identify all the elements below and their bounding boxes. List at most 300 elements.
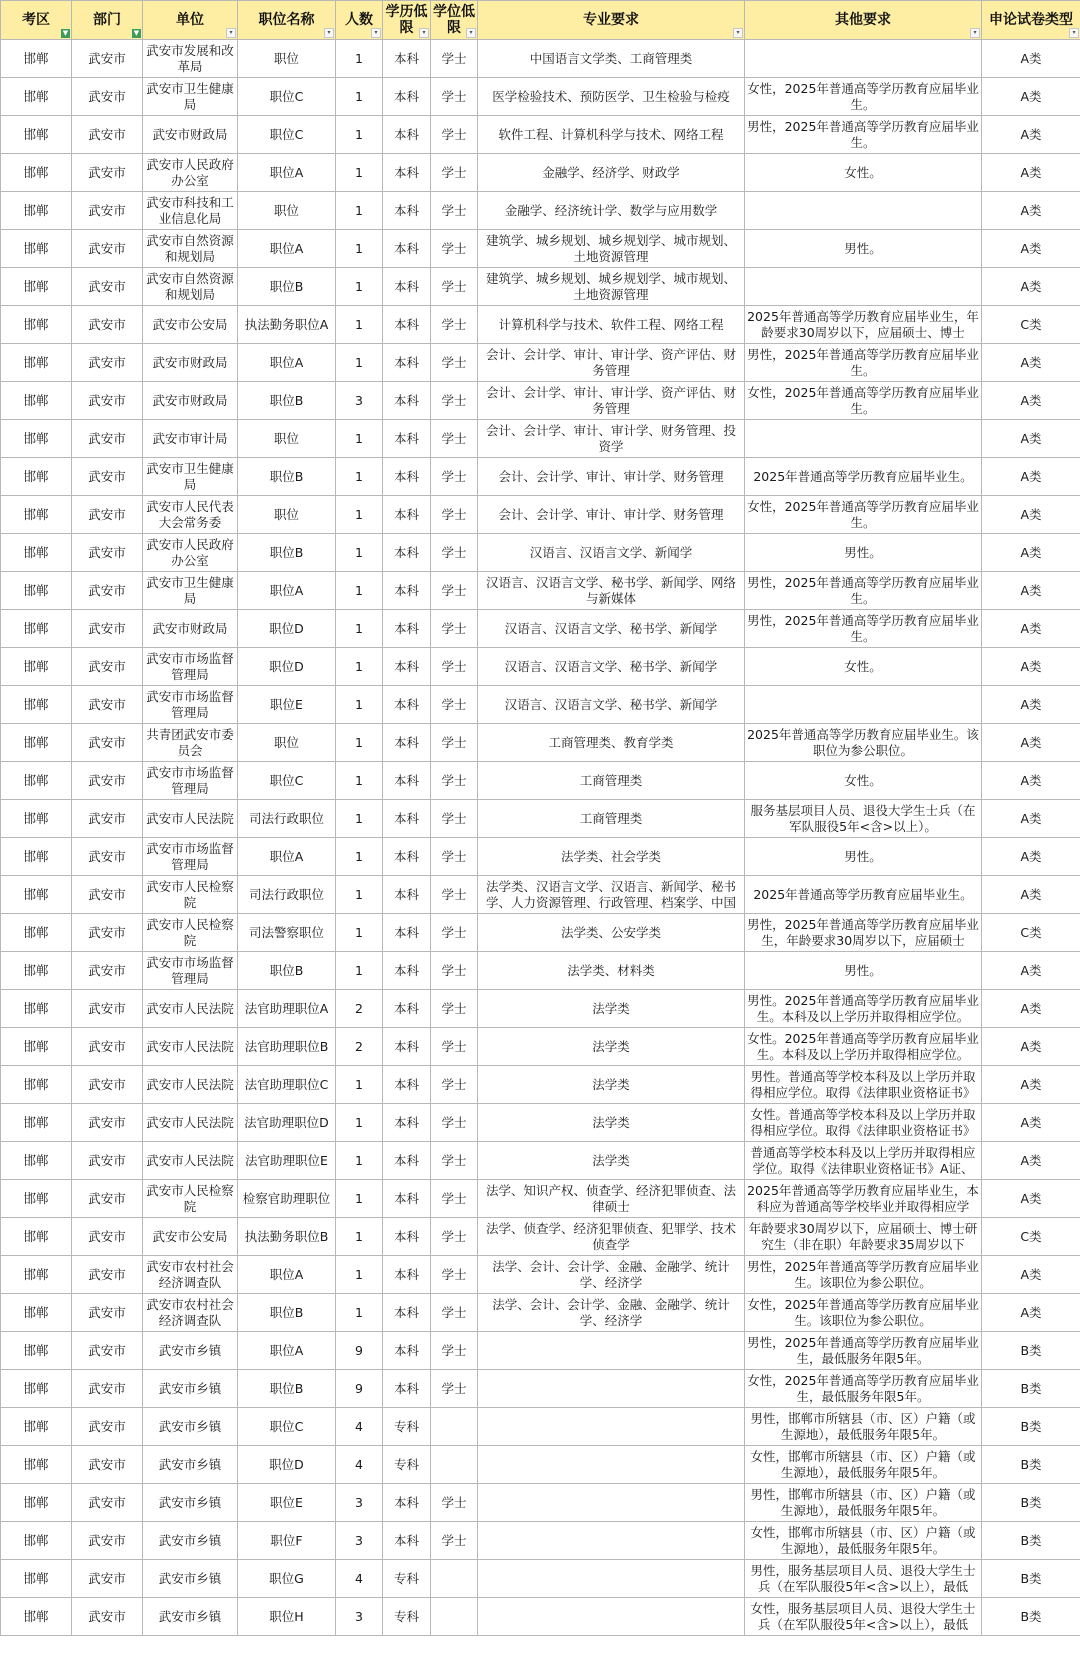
cell-major[interactable] bbox=[478, 610, 745, 648]
cell-major[interactable] bbox=[478, 838, 745, 876]
cell-count[interactable] bbox=[336, 344, 383, 382]
cell-edu[interactable] bbox=[383, 1028, 431, 1066]
cell-area[interactable] bbox=[1, 686, 72, 724]
cell-major[interactable] bbox=[478, 154, 745, 192]
cell-unit[interactable] bbox=[143, 496, 238, 534]
cell-major[interactable] bbox=[478, 306, 745, 344]
table-row[interactable] bbox=[1, 116, 1080, 154]
cell-position[interactable] bbox=[238, 876, 336, 914]
cell-count[interactable] bbox=[336, 1218, 383, 1256]
cell-major[interactable] bbox=[478, 1104, 745, 1142]
cell-unit[interactable] bbox=[143, 952, 238, 990]
cell-position[interactable] bbox=[238, 78, 336, 116]
cell-other[interactable] bbox=[745, 1180, 982, 1218]
cell-degree[interactable] bbox=[431, 534, 478, 572]
cell-area[interactable] bbox=[1, 1332, 72, 1370]
column-header-count[interactable] bbox=[336, 1, 383, 40]
column-header-major[interactable] bbox=[478, 1, 745, 40]
cell-edu[interactable] bbox=[383, 610, 431, 648]
cell-count[interactable] bbox=[336, 1104, 383, 1142]
table-row[interactable] bbox=[1, 1294, 1080, 1332]
cell-count[interactable] bbox=[336, 1332, 383, 1370]
cell-edu[interactable] bbox=[383, 914, 431, 952]
cell-other[interactable] bbox=[745, 952, 982, 990]
cell-degree[interactable] bbox=[431, 876, 478, 914]
cell-degree[interactable] bbox=[431, 192, 478, 230]
cell-other[interactable] bbox=[745, 78, 982, 116]
cell-position[interactable] bbox=[238, 762, 336, 800]
cell-major[interactable] bbox=[478, 40, 745, 78]
cell-unit[interactable] bbox=[143, 1522, 238, 1560]
cell-area[interactable] bbox=[1, 952, 72, 990]
cell-exam[interactable] bbox=[982, 1104, 1080, 1142]
cell-count[interactable] bbox=[336, 268, 383, 306]
cell-edu[interactable] bbox=[383, 268, 431, 306]
cell-major[interactable] bbox=[478, 496, 745, 534]
cell-major[interactable] bbox=[478, 534, 745, 572]
cell-degree[interactable] bbox=[431, 1370, 478, 1408]
cell-edu[interactable] bbox=[383, 154, 431, 192]
cell-position[interactable] bbox=[238, 724, 336, 762]
cell-exam[interactable] bbox=[982, 800, 1080, 838]
cell-area[interactable] bbox=[1, 914, 72, 952]
cell-position[interactable] bbox=[238, 838, 336, 876]
cell-unit[interactable] bbox=[143, 78, 238, 116]
cell-other[interactable] bbox=[745, 838, 982, 876]
cell-area[interactable] bbox=[1, 154, 72, 192]
table-row[interactable] bbox=[1, 1332, 1080, 1370]
cell-other[interactable] bbox=[745, 572, 982, 610]
cell-position[interactable] bbox=[238, 1446, 336, 1484]
cell-count[interactable] bbox=[336, 1028, 383, 1066]
cell-unit[interactable] bbox=[143, 1218, 238, 1256]
cell-degree[interactable] bbox=[431, 306, 478, 344]
cell-edu[interactable] bbox=[383, 800, 431, 838]
cell-major[interactable] bbox=[478, 1218, 745, 1256]
cell-edu[interactable] bbox=[383, 1180, 431, 1218]
cell-dept[interactable] bbox=[72, 1294, 143, 1332]
cell-major[interactable] bbox=[478, 686, 745, 724]
cell-area[interactable] bbox=[1, 382, 72, 420]
cell-unit[interactable] bbox=[143, 1560, 238, 1598]
table-row[interactable] bbox=[1, 496, 1080, 534]
cell-major[interactable] bbox=[478, 648, 745, 686]
cell-degree[interactable] bbox=[431, 800, 478, 838]
cell-unit[interactable] bbox=[143, 1294, 238, 1332]
cell-degree[interactable] bbox=[431, 1066, 478, 1104]
cell-unit[interactable] bbox=[143, 40, 238, 78]
cell-other[interactable] bbox=[745, 154, 982, 192]
table-row[interactable] bbox=[1, 1560, 1080, 1598]
cell-dept[interactable] bbox=[72, 1066, 143, 1104]
cell-edu[interactable] bbox=[383, 1142, 431, 1180]
cell-other[interactable] bbox=[745, 1446, 982, 1484]
cell-position[interactable] bbox=[238, 686, 336, 724]
cell-exam[interactable] bbox=[982, 306, 1080, 344]
table-row[interactable] bbox=[1, 914, 1080, 952]
cell-degree[interactable] bbox=[431, 1104, 478, 1142]
cell-position[interactable] bbox=[238, 268, 336, 306]
cell-dept[interactable] bbox=[72, 40, 143, 78]
cell-position[interactable] bbox=[238, 952, 336, 990]
cell-exam[interactable] bbox=[982, 876, 1080, 914]
cell-count[interactable] bbox=[336, 420, 383, 458]
cell-exam[interactable] bbox=[982, 648, 1080, 686]
cell-dept[interactable] bbox=[72, 268, 143, 306]
cell-major[interactable] bbox=[478, 952, 745, 990]
cell-exam[interactable] bbox=[982, 1180, 1080, 1218]
cell-exam[interactable] bbox=[982, 952, 1080, 990]
column-header-edu[interactable] bbox=[383, 1, 431, 40]
cell-edu[interactable] bbox=[383, 1446, 431, 1484]
cell-area[interactable] bbox=[1, 192, 72, 230]
cell-count[interactable] bbox=[336, 1180, 383, 1218]
cell-position[interactable] bbox=[238, 40, 336, 78]
cell-edu[interactable] bbox=[383, 1598, 431, 1636]
cell-edu[interactable] bbox=[383, 1218, 431, 1256]
cell-position[interactable] bbox=[238, 230, 336, 268]
cell-dept[interactable] bbox=[72, 154, 143, 192]
cell-degree[interactable] bbox=[431, 952, 478, 990]
cell-edu[interactable] bbox=[383, 230, 431, 268]
cell-edu[interactable] bbox=[383, 496, 431, 534]
cell-other[interactable] bbox=[745, 1408, 982, 1446]
cell-count[interactable] bbox=[336, 1142, 383, 1180]
cell-position[interactable] bbox=[238, 1066, 336, 1104]
cell-degree[interactable] bbox=[431, 1028, 478, 1066]
cell-count[interactable] bbox=[336, 838, 383, 876]
cell-exam[interactable] bbox=[982, 344, 1080, 382]
cell-degree[interactable] bbox=[431, 1180, 478, 1218]
cell-degree[interactable] bbox=[431, 1142, 478, 1180]
cell-other[interactable] bbox=[745, 1598, 982, 1636]
cell-other[interactable] bbox=[745, 876, 982, 914]
cell-other[interactable] bbox=[745, 914, 982, 952]
cell-count[interactable] bbox=[336, 800, 383, 838]
cell-area[interactable] bbox=[1, 990, 72, 1028]
cell-other[interactable] bbox=[745, 420, 982, 458]
cell-position[interactable] bbox=[238, 192, 336, 230]
cell-major[interactable] bbox=[478, 1522, 745, 1560]
filter-active-icon[interactable]: ▼ bbox=[62, 29, 69, 37]
cell-area[interactable] bbox=[1, 762, 72, 800]
cell-major[interactable] bbox=[478, 762, 745, 800]
cell-position[interactable] bbox=[238, 1256, 336, 1294]
filter-dropdown-icon[interactable]: ▾ bbox=[970, 28, 980, 38]
table-row[interactable] bbox=[1, 686, 1080, 724]
cell-edu[interactable] bbox=[383, 952, 431, 990]
cell-exam[interactable] bbox=[982, 116, 1080, 154]
cell-position[interactable] bbox=[238, 1294, 336, 1332]
cell-area[interactable] bbox=[1, 1294, 72, 1332]
table-row[interactable] bbox=[1, 1066, 1080, 1104]
cell-area[interactable] bbox=[1, 230, 72, 268]
cell-other[interactable] bbox=[745, 1484, 982, 1522]
cell-edu[interactable] bbox=[383, 1370, 431, 1408]
cell-area[interactable] bbox=[1, 306, 72, 344]
cell-unit[interactable] bbox=[143, 116, 238, 154]
cell-edu[interactable] bbox=[383, 1256, 431, 1294]
cell-dept[interactable] bbox=[72, 800, 143, 838]
cell-area[interactable] bbox=[1, 1408, 72, 1446]
cell-dept[interactable] bbox=[72, 1104, 143, 1142]
cell-edu[interactable] bbox=[383, 534, 431, 572]
cell-major[interactable] bbox=[478, 724, 745, 762]
cell-area[interactable] bbox=[1, 458, 72, 496]
cell-dept[interactable] bbox=[72, 572, 143, 610]
cell-other[interactable] bbox=[745, 306, 982, 344]
cell-degree[interactable] bbox=[431, 344, 478, 382]
column-header-other[interactable] bbox=[745, 1, 982, 40]
cell-exam[interactable] bbox=[982, 686, 1080, 724]
cell-degree[interactable] bbox=[431, 1256, 478, 1294]
cell-dept[interactable] bbox=[72, 78, 143, 116]
cell-other[interactable] bbox=[745, 382, 982, 420]
cell-count[interactable] bbox=[336, 154, 383, 192]
cell-position[interactable] bbox=[238, 458, 336, 496]
table-row[interactable] bbox=[1, 306, 1080, 344]
cell-major[interactable] bbox=[478, 78, 745, 116]
cell-unit[interactable] bbox=[143, 230, 238, 268]
cell-major[interactable] bbox=[478, 1066, 745, 1104]
cell-area[interactable] bbox=[1, 1522, 72, 1560]
cell-position[interactable] bbox=[238, 1028, 336, 1066]
cell-major[interactable] bbox=[478, 1370, 745, 1408]
cell-dept[interactable] bbox=[72, 192, 143, 230]
cell-degree[interactable] bbox=[431, 382, 478, 420]
cell-area[interactable] bbox=[1, 1180, 72, 1218]
cell-degree[interactable] bbox=[431, 1218, 478, 1256]
filter-dropdown-icon[interactable]: ▾ bbox=[419, 28, 429, 38]
cell-exam[interactable] bbox=[982, 838, 1080, 876]
cell-unit[interactable] bbox=[143, 1142, 238, 1180]
cell-unit[interactable] bbox=[143, 154, 238, 192]
table-row[interactable] bbox=[1, 610, 1080, 648]
cell-area[interactable] bbox=[1, 344, 72, 382]
cell-unit[interactable] bbox=[143, 1180, 238, 1218]
cell-area[interactable] bbox=[1, 534, 72, 572]
table-row[interactable] bbox=[1, 1522, 1080, 1560]
cell-unit[interactable] bbox=[143, 762, 238, 800]
cell-exam[interactable] bbox=[982, 1598, 1080, 1636]
table-row[interactable] bbox=[1, 534, 1080, 572]
cell-count[interactable] bbox=[336, 116, 383, 154]
cell-area[interactable] bbox=[1, 1370, 72, 1408]
table-row[interactable] bbox=[1, 420, 1080, 458]
cell-edu[interactable] bbox=[383, 1560, 431, 1598]
table-row[interactable] bbox=[1, 990, 1080, 1028]
table-row[interactable] bbox=[1, 724, 1080, 762]
cell-count[interactable] bbox=[336, 1598, 383, 1636]
cell-dept[interactable] bbox=[72, 458, 143, 496]
cell-major[interactable] bbox=[478, 572, 745, 610]
table-row[interactable] bbox=[1, 344, 1080, 382]
cell-dept[interactable] bbox=[72, 876, 143, 914]
cell-major[interactable] bbox=[478, 268, 745, 306]
table-row[interactable] bbox=[1, 572, 1080, 610]
column-header-unit[interactable] bbox=[143, 1, 238, 40]
cell-count[interactable] bbox=[336, 192, 383, 230]
cell-edu[interactable] bbox=[383, 1332, 431, 1370]
cell-edu[interactable] bbox=[383, 1294, 431, 1332]
cell-degree[interactable] bbox=[431, 686, 478, 724]
cell-degree[interactable] bbox=[431, 1332, 478, 1370]
cell-area[interactable] bbox=[1, 78, 72, 116]
table-row[interactable] bbox=[1, 1180, 1080, 1218]
cell-exam[interactable] bbox=[982, 610, 1080, 648]
cell-position[interactable] bbox=[238, 420, 336, 458]
cell-count[interactable] bbox=[336, 1560, 383, 1598]
cell-count[interactable] bbox=[336, 1522, 383, 1560]
cell-unit[interactable] bbox=[143, 192, 238, 230]
cell-degree[interactable] bbox=[431, 78, 478, 116]
cell-area[interactable] bbox=[1, 420, 72, 458]
cell-area[interactable] bbox=[1, 496, 72, 534]
cell-degree[interactable] bbox=[431, 1598, 478, 1636]
cell-exam[interactable] bbox=[982, 1142, 1080, 1180]
table-row[interactable] bbox=[1, 1218, 1080, 1256]
cell-major[interactable] bbox=[478, 230, 745, 268]
table-row[interactable] bbox=[1, 1370, 1080, 1408]
cell-other[interactable] bbox=[745, 1104, 982, 1142]
cell-count[interactable] bbox=[336, 990, 383, 1028]
cell-count[interactable] bbox=[336, 914, 383, 952]
cell-count[interactable] bbox=[336, 1408, 383, 1446]
cell-exam[interactable] bbox=[982, 268, 1080, 306]
cell-edu[interactable] bbox=[383, 78, 431, 116]
cell-other[interactable] bbox=[745, 1256, 982, 1294]
cell-position[interactable] bbox=[238, 610, 336, 648]
cell-other[interactable] bbox=[745, 496, 982, 534]
cell-area[interactable] bbox=[1, 1028, 72, 1066]
cell-position[interactable] bbox=[238, 1522, 336, 1560]
cell-edu[interactable] bbox=[383, 1408, 431, 1446]
cell-edu[interactable] bbox=[383, 1104, 431, 1142]
cell-edu[interactable] bbox=[383, 306, 431, 344]
cell-exam[interactable] bbox=[982, 1370, 1080, 1408]
cell-exam[interactable] bbox=[982, 40, 1080, 78]
filter-dropdown-icon[interactable]: ▾ bbox=[226, 28, 236, 38]
cell-area[interactable] bbox=[1, 1560, 72, 1598]
cell-exam[interactable] bbox=[982, 1484, 1080, 1522]
filter-active-icon[interactable]: ▼ bbox=[133, 29, 140, 37]
cell-dept[interactable] bbox=[72, 306, 143, 344]
cell-exam[interactable] bbox=[982, 724, 1080, 762]
table-row[interactable] bbox=[1, 800, 1080, 838]
cell-exam[interactable] bbox=[982, 1408, 1080, 1446]
cell-other[interactable] bbox=[745, 648, 982, 686]
cell-edu[interactable] bbox=[383, 458, 431, 496]
cell-major[interactable] bbox=[478, 1028, 745, 1066]
cell-dept[interactable] bbox=[72, 1598, 143, 1636]
table-row[interactable] bbox=[1, 838, 1080, 876]
cell-dept[interactable] bbox=[72, 1522, 143, 1560]
cell-other[interactable] bbox=[745, 1522, 982, 1560]
table-row[interactable] bbox=[1, 78, 1080, 116]
cell-position[interactable] bbox=[238, 1598, 336, 1636]
cell-exam[interactable] bbox=[982, 1522, 1080, 1560]
cell-exam[interactable] bbox=[982, 1256, 1080, 1294]
cell-area[interactable] bbox=[1, 572, 72, 610]
cell-dept[interactable] bbox=[72, 1446, 143, 1484]
table-row[interactable] bbox=[1, 648, 1080, 686]
cell-exam[interactable] bbox=[982, 154, 1080, 192]
cell-position[interactable] bbox=[238, 648, 336, 686]
cell-position[interactable] bbox=[238, 914, 336, 952]
cell-dept[interactable] bbox=[72, 1332, 143, 1370]
cell-edu[interactable] bbox=[383, 648, 431, 686]
cell-unit[interactable] bbox=[143, 648, 238, 686]
cell-major[interactable] bbox=[478, 344, 745, 382]
cell-area[interactable] bbox=[1, 724, 72, 762]
cell-count[interactable] bbox=[336, 648, 383, 686]
cell-dept[interactable] bbox=[72, 648, 143, 686]
table-row[interactable] bbox=[1, 1408, 1080, 1446]
cell-major[interactable] bbox=[478, 1408, 745, 1446]
cell-count[interactable] bbox=[336, 306, 383, 344]
cell-other[interactable] bbox=[745, 724, 982, 762]
cell-degree[interactable] bbox=[431, 458, 478, 496]
cell-other[interactable] bbox=[745, 40, 982, 78]
cell-edu[interactable] bbox=[383, 1484, 431, 1522]
cell-position[interactable] bbox=[238, 1180, 336, 1218]
cell-unit[interactable] bbox=[143, 724, 238, 762]
cell-unit[interactable] bbox=[143, 1446, 238, 1484]
table-row[interactable] bbox=[1, 1598, 1080, 1636]
cell-major[interactable] bbox=[478, 192, 745, 230]
table-row[interactable] bbox=[1, 230, 1080, 268]
cell-other[interactable] bbox=[745, 990, 982, 1028]
cell-area[interactable] bbox=[1, 40, 72, 78]
cell-major[interactable] bbox=[478, 800, 745, 838]
cell-area[interactable] bbox=[1, 1446, 72, 1484]
column-header-area[interactable] bbox=[1, 1, 72, 40]
cell-other[interactable] bbox=[745, 686, 982, 724]
cell-count[interactable] bbox=[336, 610, 383, 648]
cell-position[interactable] bbox=[238, 534, 336, 572]
cell-dept[interactable] bbox=[72, 686, 143, 724]
cell-dept[interactable] bbox=[72, 116, 143, 154]
cell-exam[interactable] bbox=[982, 1028, 1080, 1066]
cell-major[interactable] bbox=[478, 1598, 745, 1636]
table-row[interactable] bbox=[1, 876, 1080, 914]
cell-other[interactable] bbox=[745, 1294, 982, 1332]
cell-area[interactable] bbox=[1, 800, 72, 838]
cell-dept[interactable] bbox=[72, 344, 143, 382]
cell-dept[interactable] bbox=[72, 990, 143, 1028]
cell-edu[interactable] bbox=[383, 1522, 431, 1560]
cell-count[interactable] bbox=[336, 952, 383, 990]
cell-unit[interactable] bbox=[143, 534, 238, 572]
cell-count[interactable] bbox=[336, 1446, 383, 1484]
cell-major[interactable] bbox=[478, 914, 745, 952]
cell-edu[interactable] bbox=[383, 990, 431, 1028]
cell-unit[interactable] bbox=[143, 306, 238, 344]
cell-dept[interactable] bbox=[72, 1028, 143, 1066]
cell-unit[interactable] bbox=[143, 1256, 238, 1294]
cell-edu[interactable] bbox=[383, 420, 431, 458]
cell-exam[interactable] bbox=[982, 382, 1080, 420]
cell-count[interactable] bbox=[336, 572, 383, 610]
cell-count[interactable] bbox=[336, 762, 383, 800]
cell-unit[interactable] bbox=[143, 1484, 238, 1522]
cell-exam[interactable] bbox=[982, 1332, 1080, 1370]
cell-dept[interactable] bbox=[72, 724, 143, 762]
cell-degree[interactable] bbox=[431, 420, 478, 458]
table-row[interactable] bbox=[1, 1446, 1080, 1484]
cell-area[interactable] bbox=[1, 268, 72, 306]
cell-degree[interactable] bbox=[431, 838, 478, 876]
